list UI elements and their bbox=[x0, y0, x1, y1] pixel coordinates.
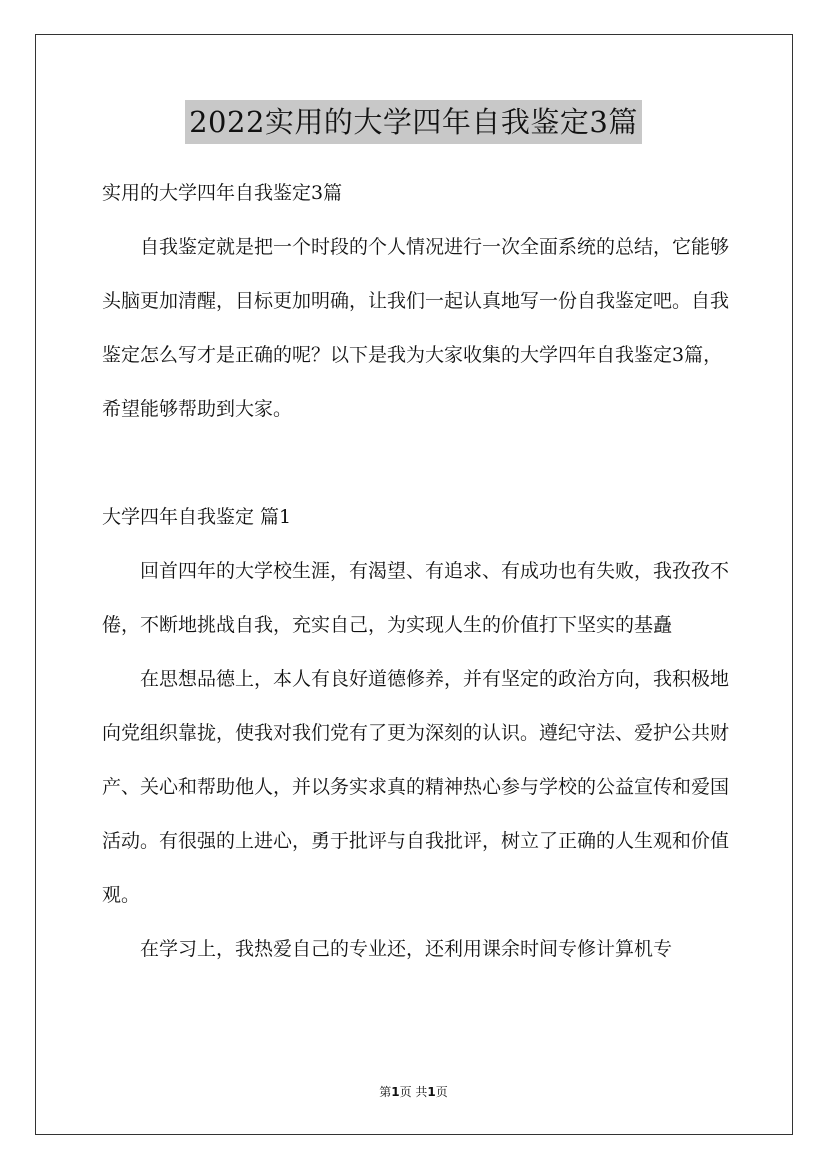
body-paragraph-2: 在思想品德上，本人有良好道德修养，并有坚定的政治方向，我积极地向党组织靠拢，使我对我们党有了更为深刻的认识。遵纪守法、爱护公共财产、关心和帮助他人，并以务实求真的精神热心参与学校的公益宣传和爱国活动。有很强的上进心，勇于批评与自我批评，树立了正确的人生观和价值观。 bbox=[102, 668, 730, 906]
footer-middle: 页 共 bbox=[399, 1085, 428, 1099]
body-paragraph-1: 回首四年的大学校生涯，有渴望、有追求、有成功也有失败，我孜孜不倦，不断地挑战自我，充实自己，为实现人生的价值打下坚实的基矗 bbox=[102, 560, 730, 636]
footer-total-pages: 1 bbox=[427, 1085, 436, 1099]
footer-suffix: 页 bbox=[435, 1085, 448, 1099]
document-body bbox=[102, 166, 732, 976]
document-title: 2022实用的大学四年自我鉴定3篇 bbox=[185, 100, 642, 144]
footer-page-number: 1 bbox=[391, 1085, 400, 1099]
body-paragraph-3: 在学习上，我热爱自己的专业还，还利用课余时间专修计算机专 bbox=[140, 938, 673, 960]
paragraph-spacer bbox=[102, 436, 732, 490]
section-heading: 大学四年自我鉴定 篇1 bbox=[102, 506, 292, 528]
intro-paragraph: 自我鉴定就是把一个时段的个人情况进行一次全面系统的总结，它能够头脑更加清醒，目标更加明确，让我们一起认真地写一份自我鉴定吧。自我鉴定怎么写才是正确的呢？以下是我为大家收集的大学四年自我鉴定3篇，希望能够帮助到大家。 bbox=[102, 236, 730, 420]
document-subtitle: 实用的大学四年自我鉴定3篇 bbox=[102, 182, 343, 204]
title-container bbox=[0, 100, 827, 144]
footer-prefix: 第 bbox=[379, 1085, 392, 1099]
page-footer bbox=[0, 1084, 827, 1100]
